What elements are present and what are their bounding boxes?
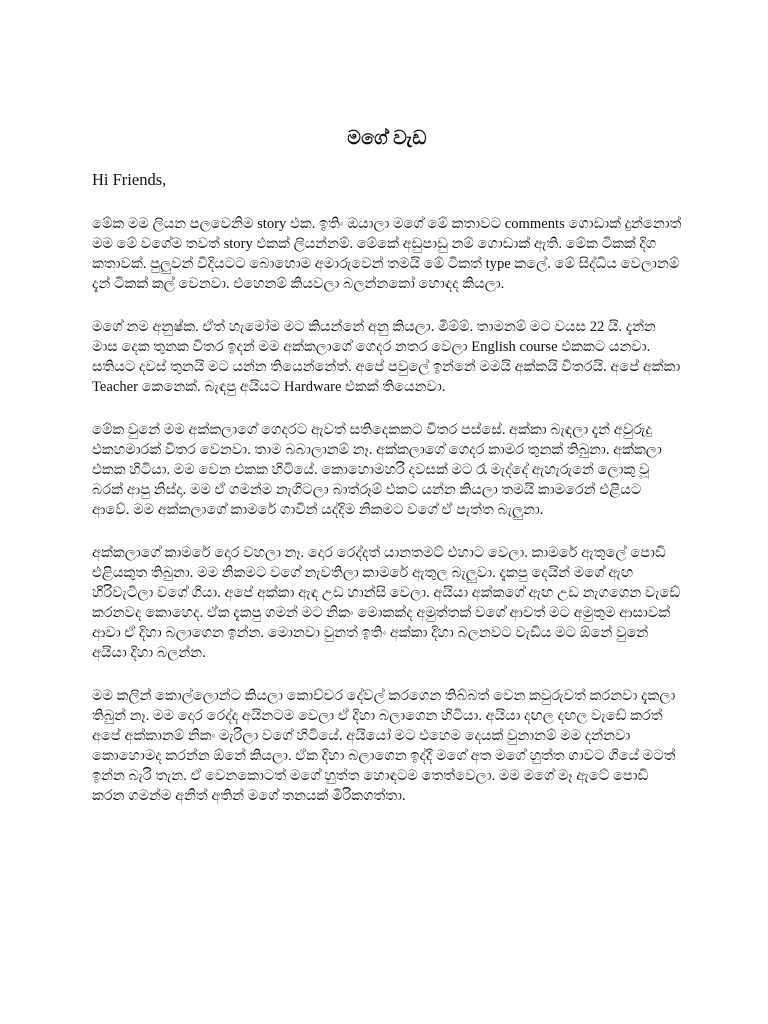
greeting: Hi Friends, [92, 170, 167, 189]
page-title: මගේ වැඩ [347, 128, 427, 149]
paragraph-2: මගේ නම අනුෂ්ක. ඒත් හැමෝම මට කියන්නේ අනු කියලා. මිම්ම්. තාමනම් මට වයස 22 යි. දැන්න මාස දෙක තුනක විතර ඉදන් මම අක්කලාගේ ගෙදර නතර වෙලා English course එකකට යනවා. සතියට දවස් තුනයි මට යන්න තියෙන්නේත්. අපේ පවුලේ ඉන්නේ මමයි අක්කයි විතරයි. අපේ අක්කා Teacher කෙනෙක්. බැඳපු අයියට Hardware එකක් තියෙනවා. [92, 319, 681, 395]
paragraph-1: මේක මම ලියන පලවෙනිම story එක. ඉතිං ඔයාලා මගේ මේ කතාවට comments ගොඩාක් දුන්නොත් මම මේ වගේම තවත් story එකක් ලියන්නම්. මේකේ අඩුපාඩු නම් ගොඩාක් ඇති. මේක ටිකක් දිග කතාවක්. පුලුවන් විදියටට බොහොම අමාරුවෙන් තමයි මේ ටිකත් type කලේ. මේ සිද්ධිය වෙලානම් දැන් ටිකක් කල් වෙනවා. එහෙනම් කියවලා බලන්නකෝ හොඳද කියලා. [92, 216, 682, 292]
paragraph-3: මේක වුනේ මම අක්කලාගේ ගෙදරට ඇවත් සතිදෙකකට විතර පස්සේ. අක්කා බැඳලා දැන් අවුරුදු එකහමාරක් විතර වෙනවා. තාම බබාලානම් නෑ. අක්කලාගේ ගෙදර කාමර තුනක් තිබුනා. අක්කලා එකක හිටියා. මම වෙන එකක හිටියේ. කොහොමහරි දවසක් මට රෑ මැද්දේ ඇහැරුනේ ලොකු චූ බරක් ආපු නිස්දා. මම ඒ ගමන්ම නැගිටලා බාත්රූම් එකට යන්න කියලා තමයි කාමරෙන් එළියට ආවේ. මම අක්කලාගේ කාමරේ ගාවින් යද්දිම නිකමට වගේ ඒ පැත්ත බැලුනා. [92, 422, 662, 518]
paragraph-5: මම කලින් කොල්ලොන්ට කියලා කොච්චර දේවල් කරගෙන තිබ්බත් වෙන කවුරුවත් කරනවා දැකලා තිබුන් නෑ. මම දොර රෙද්ද අයිනටම වෙලා ඒ දිහා බලාගෙන හිටියා. අයියා දඟල දඟල වැඩේ කරත් අපේ අක්කානම් නිකං මැරිලා වගේ හිටියේ. අයියෝ මට එහෙම දෙයක් වුනානම් මම දන්නවා කොහොමද කරන්න ඕනේ කියලා. ඒක දිහා බලාගෙන ඉද්දී මගේ අත මගේ හුත්ත ගාවට ගියේ මටත් ඉන්න බැරි තැන. ඒ වෙනකොටත් මගේ හුත්ත හොඳටම තෙත්වෙලා. මම මගේ මෑ ඇටේ පොඩි කරන ගමන්ම අනිත් අතින් මගේ තනයක් මිරිකගත්තා. [92, 688, 676, 804]
document-page [92, 128, 682, 829]
paragraph-4: අක්කලාගේ කාමරේ දොර වහලා නෑ. දොර රෙද්දත් යානතමට් එහාට වෙලා. කාමරේ ඇතුලේ පොඩි එළියකුත තිබුනා. මම නිකමට වගේ නැවතිලා කාමරේ ඇතුල බැලුවා. දැකපු දෙයින් මගේ ඇඟ හිරිවැටිලා වගේ ගියා. අපේ අක්කා ඇඳ උඩ හාන්සි වෙලා. අයියා අක්කගේ ඇඟ උඩ නැගගෙන වැඩේ කරනවද කොහෙද. ඒක දැකපු ගමන් මට නිකං මොකක්ද අමුත්තක් වගේ ආවත් මට අමුතුම ආසාවක් ආවා ඒ දිහා බලාගෙන ඉන්න. මොනවා වුනත් ඉතිං අක්කා දිහා බලනවට වැඩිය මට ඕනේ වුනේ අයියා දිහා බලන්න. [92, 545, 681, 661]
